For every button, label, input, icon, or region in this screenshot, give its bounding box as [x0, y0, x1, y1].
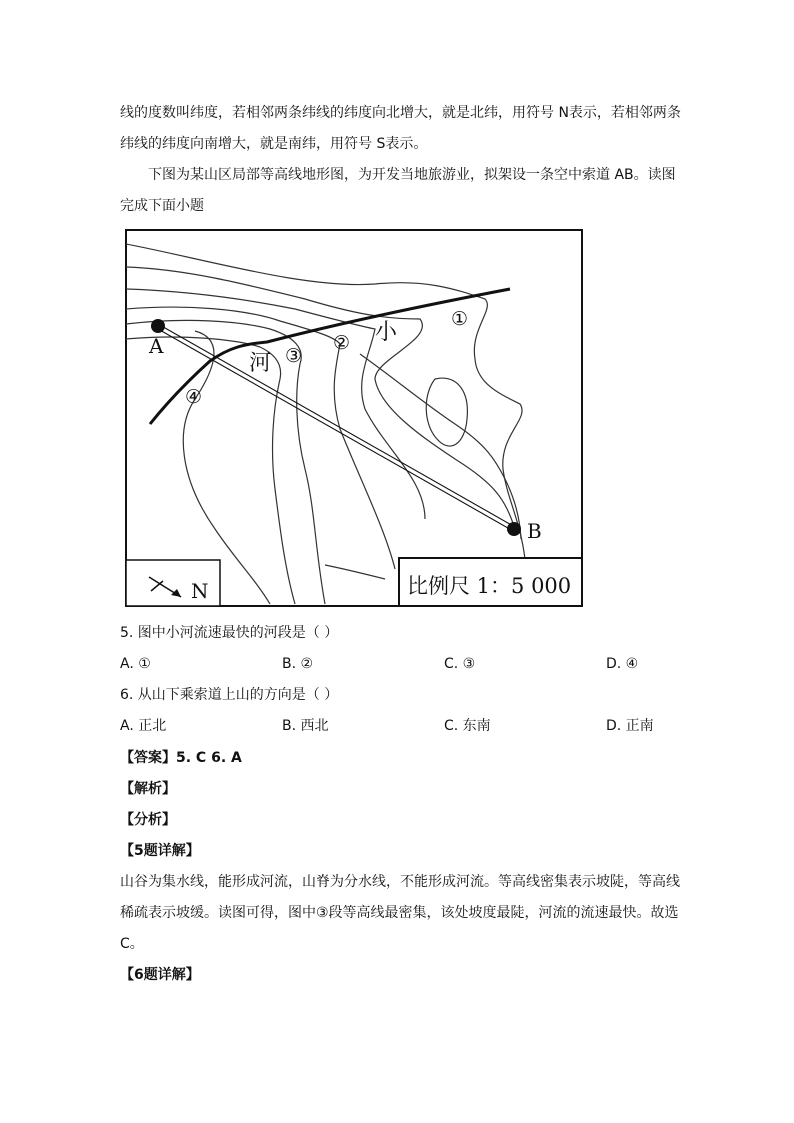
question-6-option-d: D. 正南 [606, 718, 654, 734]
point-a-label: A [149, 334, 164, 358]
question-5-option-b: B. ② [282, 656, 314, 672]
scale-box [399, 558, 582, 606]
intro-line-1: 线的度数叫纬度，若相邻两条纬线的纬度向北增大，就是北纬，用符号 N表示，若相邻两条 [120, 105, 681, 121]
question-5-option-a: A. ① [120, 656, 151, 672]
detail-5-line-3: C。 [120, 936, 144, 952]
question-5-stem: 5. 图中小河流速最快的河段是（ ） [120, 625, 339, 641]
detail-5-line-1: 山谷为集水线，能形成河流，山脊为分水线，不能形成河流。等高线密集表示坡陡，等高线 [120, 874, 680, 890]
analysis-header: 【解析】 [120, 781, 176, 797]
detail-6-header: 【6题详解】 [120, 967, 200, 983]
north-arrow [126, 560, 220, 606]
north-arrow-label: N [191, 579, 209, 603]
question-6-stem: 6. 从山下乘索道上山的方向是（ ） [120, 687, 339, 703]
fenxi-header: 【分析】 [120, 812, 176, 828]
segment-label-4: ④ [185, 386, 203, 408]
question-5-option-c: C. ③ [444, 656, 476, 672]
river-label-xiao: 小 [375, 320, 398, 345]
detail-5-header: 【5题详解】 [120, 843, 200, 859]
point-a-marker [151, 319, 165, 333]
intro-line-2: 纬线的纬度向南增大，就是南纬，用符号 S表示。 [120, 136, 428, 152]
question-6-option-a: A. 正北 [120, 718, 167, 734]
segment-label-1: ① [451, 308, 469, 330]
detail-5-line-2: 稀疏表示坡缓。读图可得，图中③段等高线最密集，该处坡度最陡，河流的流速最快。故选 [120, 905, 679, 921]
question-6-option-c: C. 东南 [444, 718, 491, 734]
river-label-he: 河 [249, 351, 272, 376]
question-stem-line-1: 下图为某山区局部等高线地形图，为开发当地旅游业，拟架设一条空中索道 AB。读图 [148, 167, 676, 183]
point-b-marker [507, 522, 521, 536]
contour-map [125, 229, 585, 609]
question-6-option-b: B. 西北 [282, 718, 329, 734]
question-5-option-d: D. ④ [606, 656, 639, 672]
answer-line: 【答案】5. C 6. A [120, 750, 242, 766]
scale-label: 比例尺 1：5 000 [407, 574, 572, 598]
segment-label-2: ② [333, 332, 351, 354]
question-stem-line-2: 完成下面小题 [120, 198, 204, 214]
point-b-label: B [527, 519, 542, 543]
segment-label-3: ③ [285, 345, 303, 367]
